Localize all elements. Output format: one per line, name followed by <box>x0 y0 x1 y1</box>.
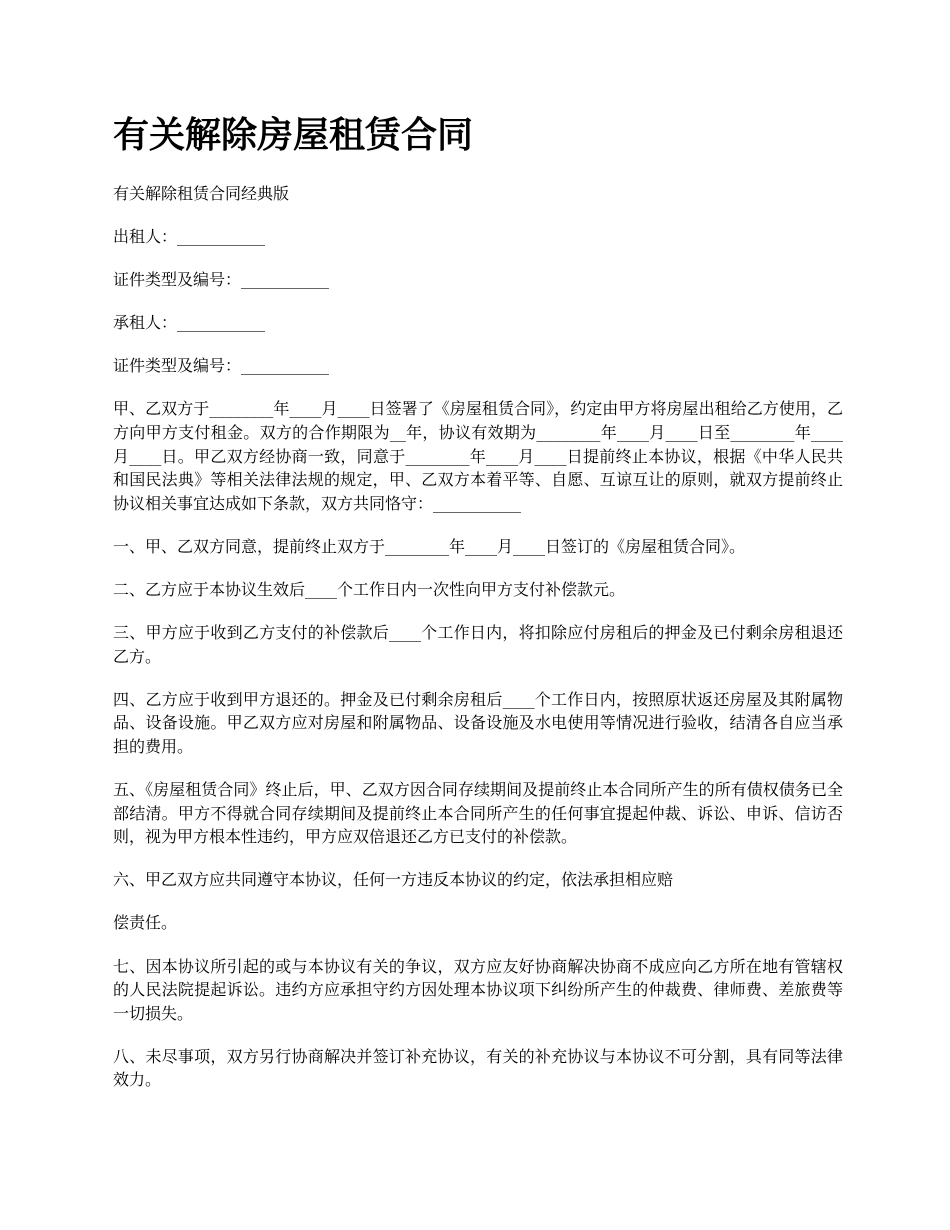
clause-6-continued: 偿责任。 <box>113 913 178 933</box>
lessor-id-field: 证件类型及编号：___________ <box>113 270 330 290</box>
clause-8: 八、未尽事项，双方另行协商解决并签订补充协议，有关的补充协议与本协议不可分割，具有同等法律效力。 <box>113 1046 843 1090</box>
clause-3: 三、甲方应于收到乙方支付的补偿款后____个工作日内，将扣除应付房租后的押金及已付剩余房租退还乙方。 <box>113 623 843 666</box>
lessor-field: 出租人：___________ <box>113 227 266 247</box>
clause-6: 六、甲乙双方应共同遵守本协议，任何一方违反本协议的约定，依法承担相应赔 <box>113 870 674 890</box>
clause-1: 一、甲、乙双方同意，提前终止双方于________年____月____日签订的《房屋租赁合同》。 <box>113 536 746 556</box>
lessee-id-field: 证件类型及编号：___________ <box>113 356 330 376</box>
document-page <box>113 112 843 1112</box>
lessee-field: 承租人：___________ <box>113 313 266 333</box>
clause-7: 七、因本协议所引起的或与本协议有关的争议，双方应友好协商解决协商不成应向乙方所在地有管辖权的人民法院提起诉讼。违约方应承担守约方因处理本协议项下纠纷所产生的仲裁费、律师费、差旅费等一切损失。 <box>113 956 843 1023</box>
document-title: 有关解除房屋租赁合同 <box>113 115 474 156</box>
clause-5: 五、《房屋租赁合同》终止后，甲、乙双方因合同存续期间及提前终止本合同所产生的所有债权债务已全部结清。甲方不得就合同存续期间及提前终止本合同所产生的任何事宜提起仲裁、诉讼、申诉、信访否则，视为甲方根本性违约，甲方应双倍退还乙方已支付的补偿款。 <box>113 780 843 847</box>
clause-2: 二、乙方应于本协议生效后____个工作日内一次性向甲方支付补偿款元。 <box>113 580 626 600</box>
preamble-paragraph: 甲、乙双方于________年____月____日签署了《房屋租赁合同》，约定由甲方将房屋出租给乙方使用，乙方向甲方支付租金。双方的合作期限为__年，协议有效期为________年____月____日至________年____月____日。甲乙双方经协商一致，同意于________年____月____日提前终止本协议，根据《中华人民共和国民法典》等相关法律法规的规定，甲、乙双方本着平等、自愿、互谅互让的原则，就双方提前终止协议相关事宜达成如下条款，双方共同恪守：___________ <box>113 399 843 513</box>
clause-4: 四、乙方应于收到甲方退还的。押金及已付剩余房租后____个工作日内，按照原状返还房屋及其附属物品、设备设施。甲乙双方应对房屋和附属物品、设备设施及水电使用等情况进行验收，结清各自应当承担的费用。 <box>113 689 843 756</box>
subtitle: 有关解除租赁合同经典版 <box>113 184 290 203</box>
